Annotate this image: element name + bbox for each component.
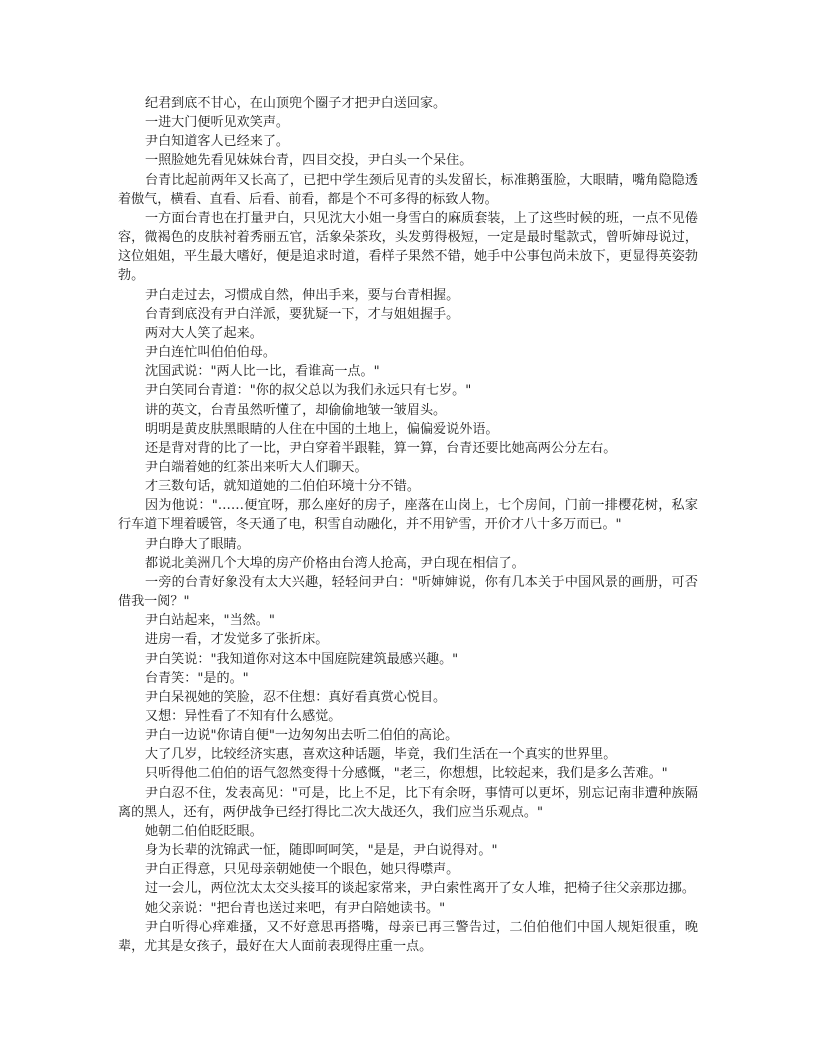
paragraph: 才三数句话，就知道她的二伯伯环境十分不错。: [145, 479, 420, 495]
paragraph: 尹白走过去，习惯成自然，伸出手来，要与台青相握。: [145, 287, 460, 303]
paragraph: 都说北美洲几个大埠的房产价格由台湾人抢高，尹白现在相信了。: [145, 555, 525, 571]
paragraph: 尹白睁大了眼睛。: [145, 536, 250, 552]
paragraph: 尹白知道客人已经来了。: [145, 134, 290, 150]
paragraph: 尹白连忙叫伯伯伯母。: [145, 345, 276, 361]
paragraph: 一照脸她先看见妹妹台青，四目交投，尹白头一个呆住。: [145, 153, 473, 169]
paragraph: 她父亲说："把台青也送过来吧，有尹白陪她读书。": [145, 900, 446, 916]
paragraph: 明明是黄皮肤黑眼睛的人住在中国的土地上，偏偏爱说外语。: [145, 421, 499, 437]
paragraph: 沈国武说："两人比一比，看谁高一点。": [145, 364, 380, 380]
paragraph: 尹白听得心痒难搔，又不好意思再搭嘴，母亲已再三警告过，二伯伯他们中国人规矩很重，晚辈，尤其是女孩子，最好在大人面前表现得庄重一点。: [118, 919, 698, 954]
paragraph: 尹白呆视她的笑脸，忍不住想：真好看真赏心悦目。: [145, 689, 447, 705]
paragraph: 她朝二伯伯眨眨眼。: [145, 823, 263, 839]
paragraph: 一进大门便听见欢笑声。: [145, 115, 290, 131]
paragraph: 两对大人笑了起来。: [145, 325, 263, 341]
document-page: [118, 94, 698, 956]
paragraph: 进房一看，才发觉多了张折床。: [145, 632, 329, 648]
paragraph: 又想：异性看了不知有什么感觉。: [145, 709, 342, 724]
paragraph: 尹白正得意，只见母亲朝她使一个眼色，她只得噤声。: [145, 862, 460, 878]
paragraph: 只听得他二伯伯的语气忽然变得十分感慨，"老三，你想想，比较起来，我们是多么苦难。": [145, 766, 668, 782]
paragraph: 身为长辈的沈锦武一怔，随即呵呵笑，"是是，尹白说得对。": [145, 843, 498, 859]
paragraph: 尹白一边说"你请自便"一边匆匆出去听二伯伯的高论。: [145, 728, 459, 744]
paragraph: 还是背对背的比了一比，尹白穿着半跟鞋，算一算，台青还要比她高两公分左右。: [145, 440, 617, 456]
paragraph: 尹白笑说："我知道你对这本中国庭院建筑最感兴趣。": [145, 651, 459, 667]
paragraph: 过一会儿，两位沈太太交头接耳的谈起家常来，尹白索性离开了女人堆，把椅子往父亲那边挪。: [145, 881, 695, 897]
paragraph: 台青到底没有尹白洋派，要犹疑一下，才与姐姐握手。: [145, 306, 460, 322]
paragraph: 尹白端着她的红茶出来听大人们聊天。: [145, 459, 368, 475]
paragraph: 尹白站起来，"当然。": [145, 613, 275, 629]
paragraph: 一方面台青也在打量尹白，只见沈大小姐一身雪白的麻质套装，上了这些时候的班，一点不见倦容，微褐色的皮肤衬着秀丽五官，活象朵茶玫，头发剪得极短，一定是最时髦款式，曾听婶母说过，这位姐姐，平生最大嗜好，便是追求时道，看样子果然不错，她手中公事包尚未放下，更显得英姿勃勃。: [118, 210, 698, 284]
paragraph: 因为他说："……便宜呀，那么座好的房子，座落在山岗上，七个房间，门前一排樱花树，私家行车道下埋着暖管，冬天通了电，积雪自动融化，并不用铲雪，开价才八十多万而已。": [118, 498, 698, 533]
paragraph: 尹白忍不住，发表高见："可是，比上不足，比下有余呀，事情可以更坏，别忘记南非遭种族隔离的黑人，还有，两伊战争已经打得比二次大战还久，我们应当乐观点。": [118, 785, 698, 820]
paragraph: 尹白笑同台青道："你的叔父总以为我们永远只有七岁。": [145, 383, 472, 399]
paragraph: 台青笑："是的。": [145, 670, 249, 686]
paragraph: 一旁的台青好象没有太大兴趣，轻轻问尹白："听婶婶说，你有几本关于中国风景的画册，可否借我一阅？": [118, 574, 698, 610]
paragraph: 纪君到底不甘心，在山顶兜个圈子才把尹白送回家。: [145, 96, 447, 111]
paragraph: 讲的英文，台青虽然听懂了，却偷偷地皱一皱眉头。: [145, 402, 447, 418]
paragraph: 台青比起前两年又长高了，已把中学生颈后见青的头发留长，标准鹅蛋脸，大眼睛，嘴角隐隐透着傲气，横看、直看、后看、前看，都是个不可多得的标致人物。: [118, 172, 698, 207]
paragraph: 大了几岁，比较经济实惠，喜欢这种话题，毕竟，我们生活在一个真实的世界里。: [145, 747, 617, 763]
